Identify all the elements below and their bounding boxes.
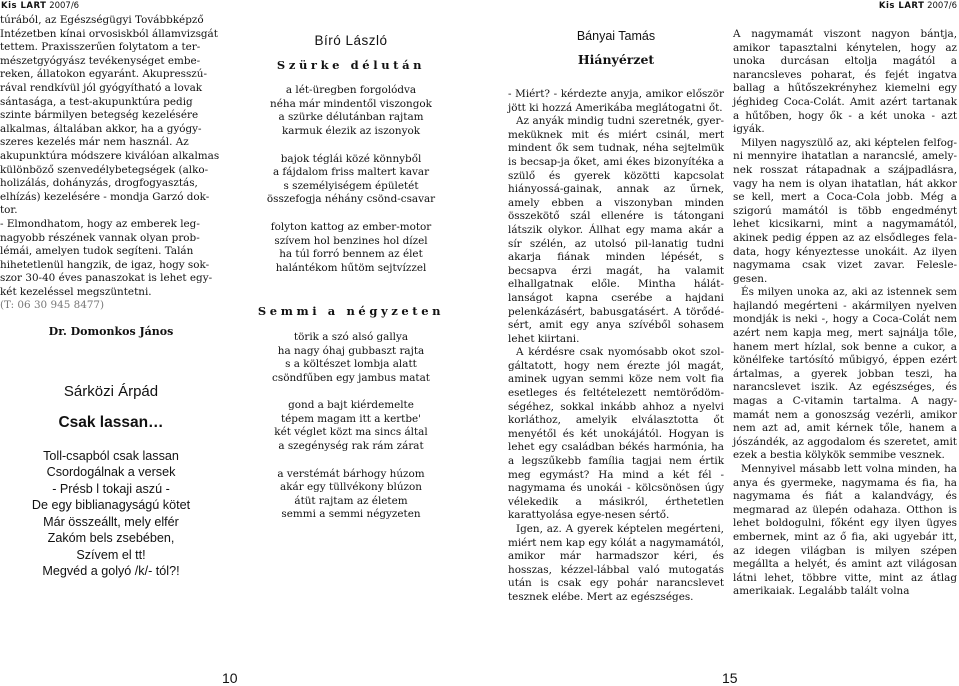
- column-2: [252, 34, 450, 522]
- verse-line: összefogja néhány csönd-csavar: [266, 193, 436, 206]
- text-line: - Présb l tokaji aszú -: [52, 481, 170, 496]
- stanza: [252, 84, 450, 138]
- text-line: Szívem el tt!: [76, 547, 146, 562]
- poem-author: Sárközi Árpád: [63, 382, 159, 400]
- header-logo: Kis LART: [878, 1, 925, 11]
- stanza: [252, 331, 450, 385]
- verse-line: gond a bajt kiérdemelte: [288, 399, 414, 412]
- verse-line: semmi a semmi négyzeten: [281, 508, 421, 521]
- text-line: Megvéd a golyó /k/- tól?!: [42, 564, 180, 579]
- text-line: szeres kezelés már nem használ. Az: [0, 136, 189, 149]
- text-line: elhízás) kezelésére - mondja Garzó dok-: [0, 190, 210, 203]
- article-continuation: [0, 14, 222, 299]
- text-line: szinte bármilyen betegség kezelésére: [0, 109, 199, 122]
- text-line: Zakóm bels zsebében,: [47, 531, 175, 546]
- verse-line: két véglet közt ma sincs által: [274, 426, 428, 439]
- story-author: Bányai Tamás: [576, 29, 656, 43]
- paragraph: Az anyák mindig tudni szeretnék, gyer-meküknek mit és miért csinál, mert mindent ők sem tudnak, néha sejtelmük is becsap-ja őket, ami ékes bizonyítéka a szülő és gyerek közötti kapcsolat hiányossá-gainak, annak az űrnek, amely ebben a viszonyban minden összekötő szál ellenére is tátongani látszik olykor. Állhat egy mama akár a sír szélén, az utolsó pil-lanatig tudni akarja fiának minden lépését, s becsapva érzi magát, ha valamit elhallgatnak előle. Mintha hálát-lanságot kapna cserébe a hajdani pelenkázásért, babusgatásért. A törődé-sért, amit egy anya szívéből sohasem lehet kiirtani.: [508, 115, 724, 345]
- verse-line: a lét-üregben forgolódva: [285, 84, 417, 97]
- text-line: - Elmondhatom, hogy az emberek leg-: [0, 217, 200, 230]
- story-body: [508, 88, 724, 605]
- column-1: [0, 14, 222, 580]
- paragraph: A nagymamát viszont nagyon bántja, amikor tapasztalni kénytelen, hogy az unoka durcásan eltolja magától a narancsleves poharat, és fejét ingatva ballag a hűtőszekrényhez kiemelni egy jéghideg Coca-Colát. Amit azért tartanak a hűtőben, hogy ők - a két unoka - azt igyák.: [733, 28, 957, 136]
- page-number-right: 15: [722, 670, 738, 686]
- text-line: holizálás, dohányzás, drogfogyasztás,: [0, 177, 198, 190]
- verse-line: néha már mindentől viszongok: [270, 97, 432, 110]
- text-line: szor 30-40 éves panaszokat is lehet egy-: [0, 272, 213, 285]
- signature: Dr. Domonkos János: [48, 325, 174, 339]
- paragraph: - Miért? - kérdezte anyja, amikor először jött ki hozzá Amerikába meglátogatni őt.: [508, 88, 724, 114]
- text-line: tettem. Praxisszerűen folytatom a ter-: [0, 41, 201, 54]
- text-line: Toll-csapból csak lassan: [43, 448, 179, 463]
- verse-line: tépem magam itt a kertbe': [280, 412, 422, 425]
- text-line: reken, állatokon egyaránt. Akupresszú-: [0, 68, 207, 81]
- column-4: [733, 28, 957, 599]
- verse-line: a szegénység rak rám zárat: [278, 440, 424, 453]
- poem-body: [0, 448, 222, 580]
- text-line: Csordogálnak a versek: [46, 465, 176, 480]
- header-issue: 2007/6: [927, 1, 957, 11]
- verse-line: bajok téglái közé könnyből: [280, 152, 422, 165]
- verse-line: ha nagy óhaj gubbaszt rajta: [277, 344, 425, 357]
- verse-line: halántékom hűtöm sejtvízzel: [275, 261, 427, 274]
- text-line: tor.: [0, 204, 18, 217]
- verse-line: átüt rajtam az életem: [294, 494, 408, 507]
- text-line: sántasága, a test-akupunktúra pedig: [0, 95, 193, 108]
- poem-2-body: [252, 331, 450, 522]
- verse-line: folyton kattog az ember-motor: [270, 220, 432, 233]
- text-line: hihetetlenül hangzik, de igaz, hogy sok-: [0, 258, 210, 271]
- paragraph: A kérdésre csak nyomósabb okot szol-gáltatott, hogy nem érezte jól magát, aminek ugyan semmi köze nem volt fia esetleges és feltételezett nemtörődöm-ségéhez, sokkal inkább ahhoz a nyelvi korláthoz, amelyik elválasztotta őt menyétől és két unokájától. Hogyan is lehet egy családban békés harmónia, ha a legszűkebb família tagjai nem értik meg egymást? Ha mind a két fél - nagymama és unokái - kölcsönösen úgy vélekedik a másikról, érthetetlen karattyolása egye-nesen sértő.: [508, 346, 724, 522]
- poem-title-1: Szürke délután: [276, 57, 426, 72]
- text-line: nagyobb részének vannak olyan prob-: [0, 231, 200, 244]
- header-issue: 2007/6: [49, 1, 80, 11]
- verse-line: a szürke délutánban rajtam: [278, 111, 424, 124]
- text-line: Intézetben kínai orvosiskból államvizsgát: [0, 27, 218, 40]
- phone-number: (T: 06 30 945 8477): [0, 299, 105, 312]
- text-line: alkalmas, általában akkor, ha a gyógy-: [0, 122, 202, 135]
- story-title: Hiányérzet: [577, 52, 655, 67]
- poem-author: Bíró László: [314, 33, 388, 48]
- verse-line: s személyiségem épületét: [283, 179, 419, 192]
- verse-line: a verstémát bárhogy húzom: [277, 467, 425, 480]
- header-logo: Kis LART: [1, 1, 47, 11]
- paragraph: Igen, az. A gyerek képtelen megérteni, miért nem kap egy kólát a nagymamától, amikor már harmadszor kéri, és hosszas, kézzel-lábbal való mutogatás után is csak egy pohár narancslevet tesznek elébe. Mert az egészséges.: [508, 523, 724, 603]
- verse-line: a fájdalom friss maltert kavar: [272, 166, 430, 179]
- poem-title: Csak lassan…: [58, 413, 164, 431]
- text-line: De egy biblianagyságú kötet: [31, 498, 191, 513]
- text-line: túrából, az Egészségügyi Továbbképző: [0, 14, 204, 26]
- header-right: [879, 0, 957, 12]
- verse-line: törik a szó alsó gallya: [293, 330, 409, 343]
- verse-line: csöndfűben egy jambus matat: [272, 371, 430, 384]
- stanza: [252, 153, 450, 207]
- stanza: [252, 221, 450, 275]
- paragraph: És milyen unoka az, aki az istennek sem hajlandó megérteni - akármilyen nyelven mondják is neki -, hogy a Coca-Colát nem azért nem kapja meg, mert sajnálja tőle, hanem mert hízlal, sok benne a cukor, a könélfeke tartósító műbigyó, éppen ezért ártalmas, a gyerek jobban teszi, ha narancslevet iszik. Az egészséges, és magas a C-vitamin tartalma. A nagy-mamát nem a gonoszság vezérli, amikor nem azt ad, amit kérnek tőle, hanem a jószándék, az aggodalom és szeretet, amit ezek a bestia kölykök semmibe vesznek.: [733, 286, 957, 462]
- verse-line: szívem hol benzines hol dízel: [274, 234, 428, 247]
- paragraph: Milyen nagyszülő az, aki képtelen felfog-ni mennyire ihatatlan a narancslé, amely-nek rosszat rátapadnak a szájpadlásra, vagy ha nem is olyan ihatatlan, hát akkor se kell, mert a Coca-Cola jobb. Még a szigorú mamától is több engedményt lehet kicsikarni, mint a nagymamától, akinek pedig éppen az az elsődleges fela-data, hogy kényeztesse unokáit. Az ilyen nagymama csak vizet zavar. Felesle-gesen.: [733, 136, 957, 285]
- poem-1-body: [252, 84, 450, 275]
- text-line: akupunktúra módszere kiválóan alkalmas: [0, 149, 220, 162]
- verse-line: karmuk élezik az iszonyok: [281, 124, 421, 137]
- stanza: [252, 468, 450, 522]
- paragraph: Mennyivel másabb lett volna minden, ha anya és gyermeke, nagymama és fia, ha nagymama és fiát a kalandvágy, és megmarad az ülepén odahaza. Otthon is lehet boldogulni, főként egy ilyen ügyes embernek, mint az ő fia, aki ugyebár itt, az idegen világban is milyen szépen megállta a helyét, és amint azt világosan látni lehet, többre vitte, mint az átlag amerikaiak. Legalább talált volna: [733, 463, 957, 598]
- verse-line: ha túl forró bennem az élet: [279, 248, 423, 261]
- text-line: két kezeléssel megszüntetni.: [0, 285, 152, 298]
- column-3: [508, 28, 724, 605]
- stanza: [252, 399, 450, 453]
- text-line: rával rendkívül jól gyógyítható a lovak: [0, 81, 203, 94]
- text-line: mészetgyógyász tevékenységet embe-: [0, 54, 201, 67]
- header-left: [1, 0, 79, 12]
- page-number-left: 10: [222, 670, 238, 686]
- text-line: különböző szenvedélybetegségek (alko-: [0, 163, 209, 176]
- verse-line: akár egy tüllvékony blúzon: [280, 481, 422, 494]
- poem-title-2: Semmi a négyzeten: [257, 304, 445, 319]
- text-line: Már összeállt, mely elfér: [43, 514, 179, 529]
- text-line: lémái, amelyen tudok segíteni. Talán: [0, 245, 194, 258]
- verse-line: s a költészet lombja alatt: [285, 358, 417, 371]
